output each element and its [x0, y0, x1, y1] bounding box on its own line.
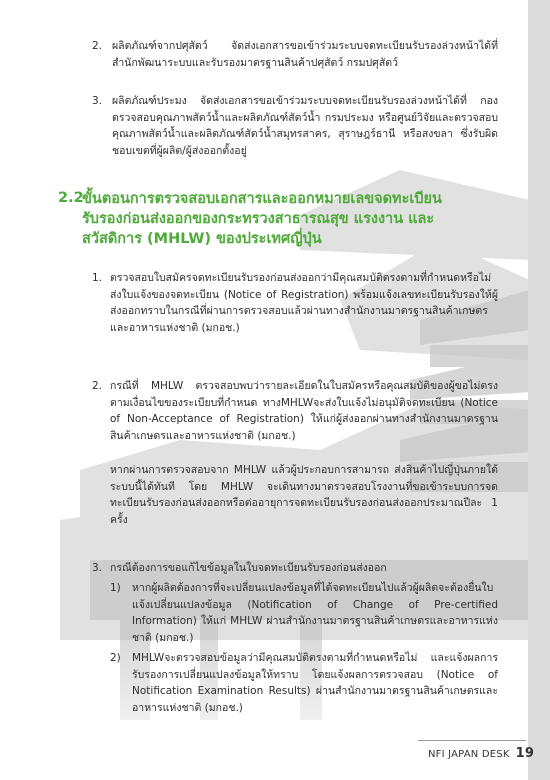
list-item-number: 2.	[92, 40, 103, 52]
footer-divider	[418, 740, 526, 741]
sub-item-text: หากผู้ผลิตต้องการที่จะเปลี่ยนแปลงข้อมูลที่ได้จดทะเบียนไปแล้วผู้ผลิตจะต้องยื่นใบแจ้งเปลี่ยนแปลงข้อมูล (Notification of Change of Pre-certified Information) ให้แก่ MHLW ผ่านสำนักงานมาตรฐานสินค้าเกษตรและอาหารแห่งชาติ (มกอช.)	[132, 582, 498, 644]
list-item-text: กรณีที่ MHLW ตรวจสอบพบว่ารายละเอียดในใบสมัครหรือคุณสมบัติของผู้ขอไม่ตรงตามเงื่อนไขของระเบียบที่กำหนด ทางMHLWจะส่งใบแจ้งไม่อนุมัติจดทะเบียน (Notice of Non-Acceptance of Registration) ให้แก่ผู้ส่งออกผ่านทางสำนักงานมาตรฐานสินค้าเกษตรและอาหารแห่งชาติ (มกอช.)	[110, 380, 498, 442]
section-number: 2.2	[58, 190, 84, 206]
sub-item-text: MHLWจะตรวจสอบข้อมูลว่ามีคุณสมบัติตรงตามที่กำหนดหรือไม่ และแจ้งผลการรับรองการเปลี่ยนแปลงข้อมูลให้ทราบ โดยแจ้งผลการตรวจสอบ (Notice of Notification Examination Results) ผ่านสำนักงานมาตรฐานสินค้าเกษตรและอาหารแห่งชาติ (มกอช.)	[132, 652, 498, 714]
section-title: ขั้นตอนการตรวจสอบเอกสารและออกหมายเลขจดทะเบียนรับรองก่อนส่งออกของกระทรวงสาธารณสุข แรงงาน และสวัสดิการ (MHLW) ของประเทศญี่ปุ่น	[82, 191, 442, 247]
sub-item-number: 1)	[110, 582, 121, 594]
list-item-number: 3.	[92, 562, 103, 574]
list-item-text: ผลิตภัณฑ์ประมง จัดส่งเอกสารขอเข้าร่วมระบบจดทะเบียนรับรองล่วงหน้าได้ที่ กองตรวจสอบคุณภาพสัตว์น้ำและผลิตภัณฑ์สัตว์น้ำ กรมประมง หรือศูนย์วิจัยและตรวจสอบคุณภาพสัตว์น้ำและผลิตภัณฑ์สัตว์น้ำสมุทรสาคร, สุราษฎร์ธานี หรือสงขลา ซึ่งรับผิดชอบเขตที่ผู้ผลิต/ผู้ส่งออกตั้งอยู่	[112, 95, 498, 157]
list-item-text: ตรวจสอบใบสมัครจดทะเบียนรับรองก่อนส่งออกว่ามีคุณสมบัติตรงตามที่กำหนดหรือไม่ ส่งใบแจ้งของจดทะเบียน (Notice of Registration) พร้อมแจ้งเลขทะเบียนรับรองให้ผู้ส่งออกทราบในกรณีที่ผ่านการตรวจสอบแล้วผ่านทางสำนักงานมาตรฐานสินค้าเกษตรและอาหารแห่งชาติ (มกอช.)	[110, 272, 498, 334]
list-item-text: กรณีต้องการขอแก้ไขข้อมูลในใบจดทะเบียนรับรองก่อนส่งออก	[110, 562, 387, 574]
list-item-number: 3.	[92, 95, 103, 107]
page-footer	[428, 746, 534, 761]
sub-item-number: 2)	[110, 652, 121, 664]
list-item-number: 1.	[92, 272, 103, 284]
list-item-text: ผลิตภัณฑ์จากปศุสัตว์ จัดส่งเอกสารขอเข้าร่วมระบบจดทะเบียนรับรองล่วงหน้าได้ที่ สำนักพัฒนาระบบและรับรองมาตรฐานสินค้าปศุสัตว์ กรมปศุสัตว์	[112, 40, 498, 69]
list-item-number: 2.	[92, 380, 103, 392]
page-number: 19	[515, 746, 535, 761]
footer-label: NFI JAPAN DESK	[428, 749, 510, 760]
list-item-text: หากผ่านการตรวจสอบจาก MHLW แล้วผู้ประกอบการสามารถ ส่งสินค้าไปญี่ปุ่นภายใต้ระบบนี้ได้ทันที โดย MHLW จะเดินทางมาตรวจสอบโรงงานที่ขอเข้าระบบการจดทะเบียนรับรองก่อนส่งออกหรือต่ออายุการจดทะเบียนรับรองก่อนส่งออกประมาณปีละ 1 ครั้ง	[110, 464, 498, 526]
